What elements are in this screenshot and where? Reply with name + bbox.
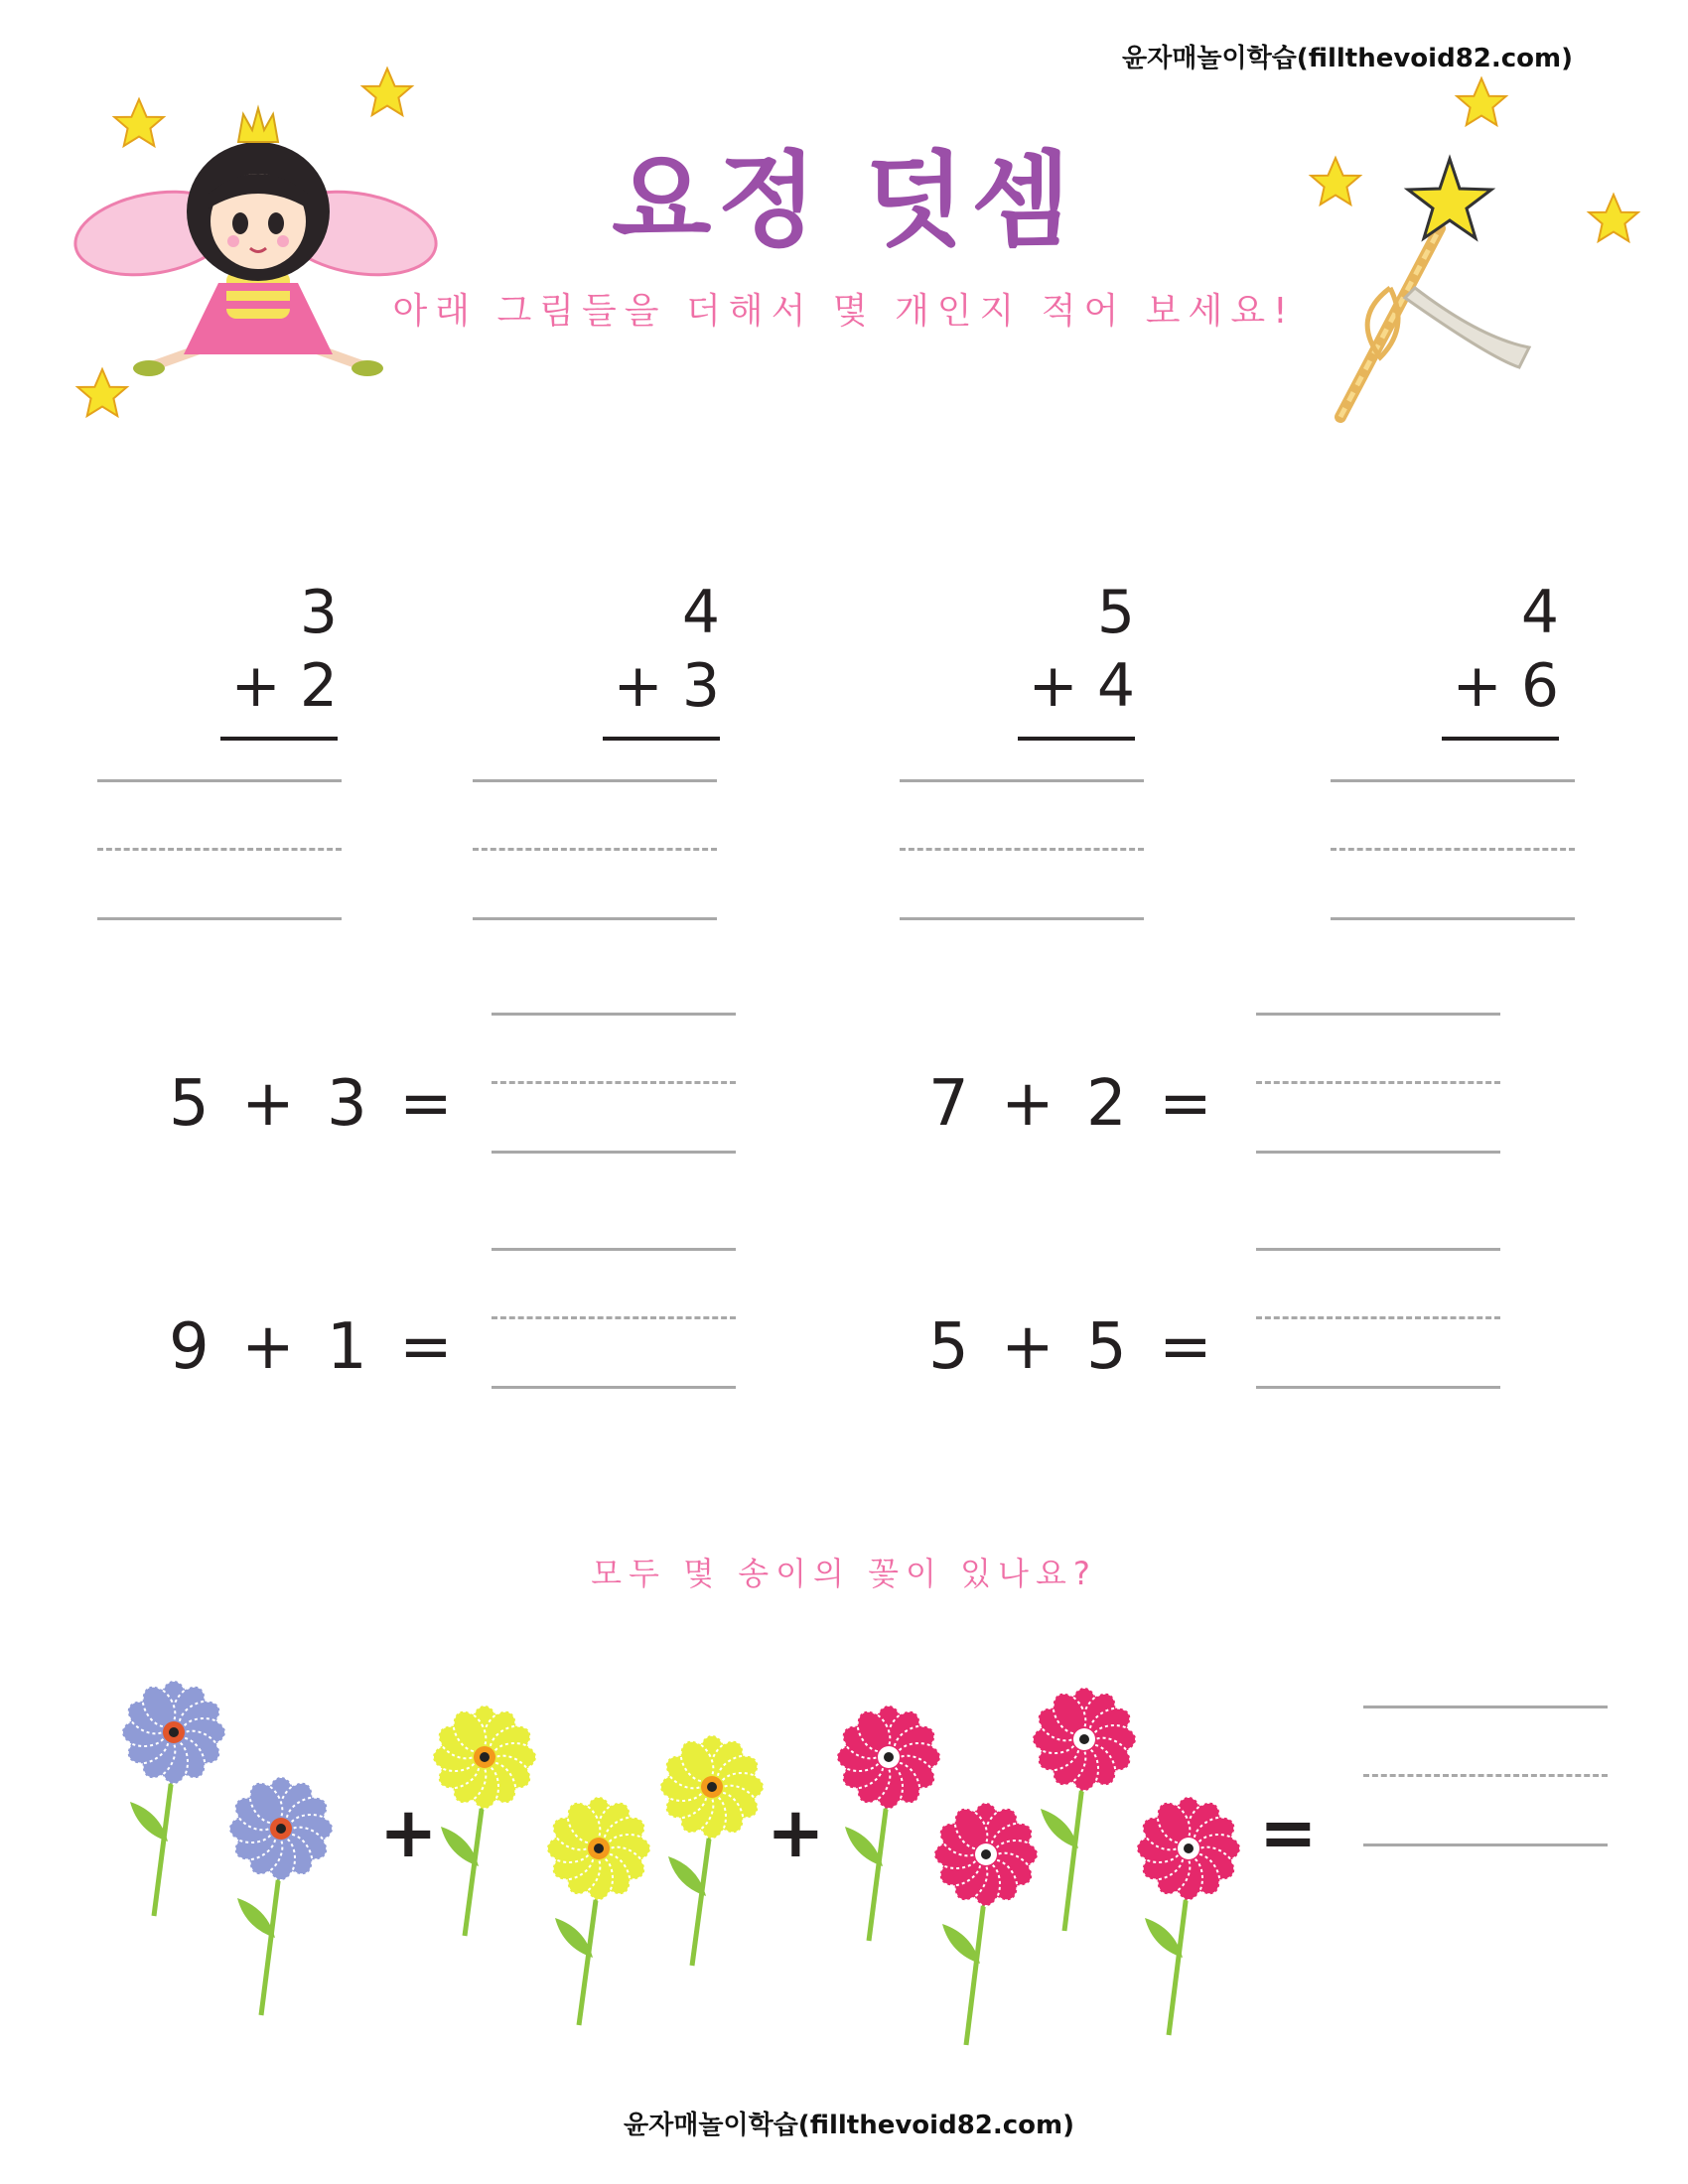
addend-bottom: + 6 bbox=[1452, 651, 1559, 721]
site-credit-bottom: 윤자매놀이학습(fillthevoid82.com) bbox=[624, 2111, 1075, 2140]
answer-writing-guide[interactable] bbox=[1363, 1706, 1608, 1849]
flower-icon bbox=[547, 1797, 650, 2025]
worksheet-instructions: 아래 그림들을 더해서 몇 개인지 적어 보세요! bbox=[392, 291, 1296, 332]
horizontal-problem: 5 + 3 = bbox=[169, 1067, 459, 1141]
flower-icon bbox=[1137, 1797, 1240, 2035]
sum-line bbox=[603, 737, 720, 741]
addend-top: 4 bbox=[1520, 578, 1559, 647]
flower-icon bbox=[660, 1735, 764, 1966]
answer-writing-guide[interactable] bbox=[97, 779, 342, 923]
flower-icon bbox=[934, 1803, 1038, 2045]
answer-writing-guide[interactable] bbox=[1331, 779, 1575, 923]
addend-top: 3 bbox=[299, 578, 338, 647]
flower-icon bbox=[433, 1706, 536, 1936]
equals-sign: = bbox=[1259, 1792, 1318, 1873]
flower-question-prompt: 모두 몇 송이의 꽃이 있나요? bbox=[591, 1555, 1097, 1592]
addend-top: 4 bbox=[681, 578, 720, 647]
sum-line bbox=[1018, 737, 1135, 741]
vertical-problem bbox=[209, 576, 338, 723]
answer-writing-guide[interactable] bbox=[492, 1248, 736, 1392]
plus-sign: + bbox=[379, 1792, 438, 1873]
vertical-problem bbox=[1006, 576, 1135, 723]
flower-icon bbox=[1033, 1688, 1136, 1931]
site-credit-top: 윤자매놀이학습(fillthevoid82.com) bbox=[1122, 44, 1574, 73]
horizontal-problem: 7 + 2 = bbox=[928, 1067, 1218, 1141]
horizontal-problem: 9 + 1 = bbox=[169, 1310, 459, 1384]
flower-icon bbox=[229, 1777, 333, 2015]
answer-writing-guide[interactable] bbox=[473, 779, 717, 923]
sum-line bbox=[220, 737, 338, 741]
worksheet-title: 요정 덧셈 bbox=[611, 140, 1077, 261]
flower-icon bbox=[122, 1681, 225, 1916]
answer-writing-guide[interactable] bbox=[1256, 1248, 1500, 1392]
addend-top: 5 bbox=[1096, 578, 1135, 647]
answer-writing-guide[interactable] bbox=[1256, 1013, 1500, 1157]
horizontal-problem: 5 + 5 = bbox=[928, 1310, 1218, 1384]
addend-bottom: + 2 bbox=[230, 651, 338, 721]
addend-bottom: + 3 bbox=[613, 651, 720, 721]
vertical-problem bbox=[1430, 576, 1559, 723]
sum-line bbox=[1442, 737, 1559, 741]
plus-sign: + bbox=[767, 1792, 825, 1873]
flower-icon bbox=[837, 1706, 940, 1941]
addend-bottom: + 4 bbox=[1028, 651, 1135, 721]
answer-writing-guide[interactable] bbox=[492, 1013, 736, 1157]
vertical-problem bbox=[591, 576, 720, 723]
answer-writing-guide[interactable] bbox=[900, 779, 1144, 923]
